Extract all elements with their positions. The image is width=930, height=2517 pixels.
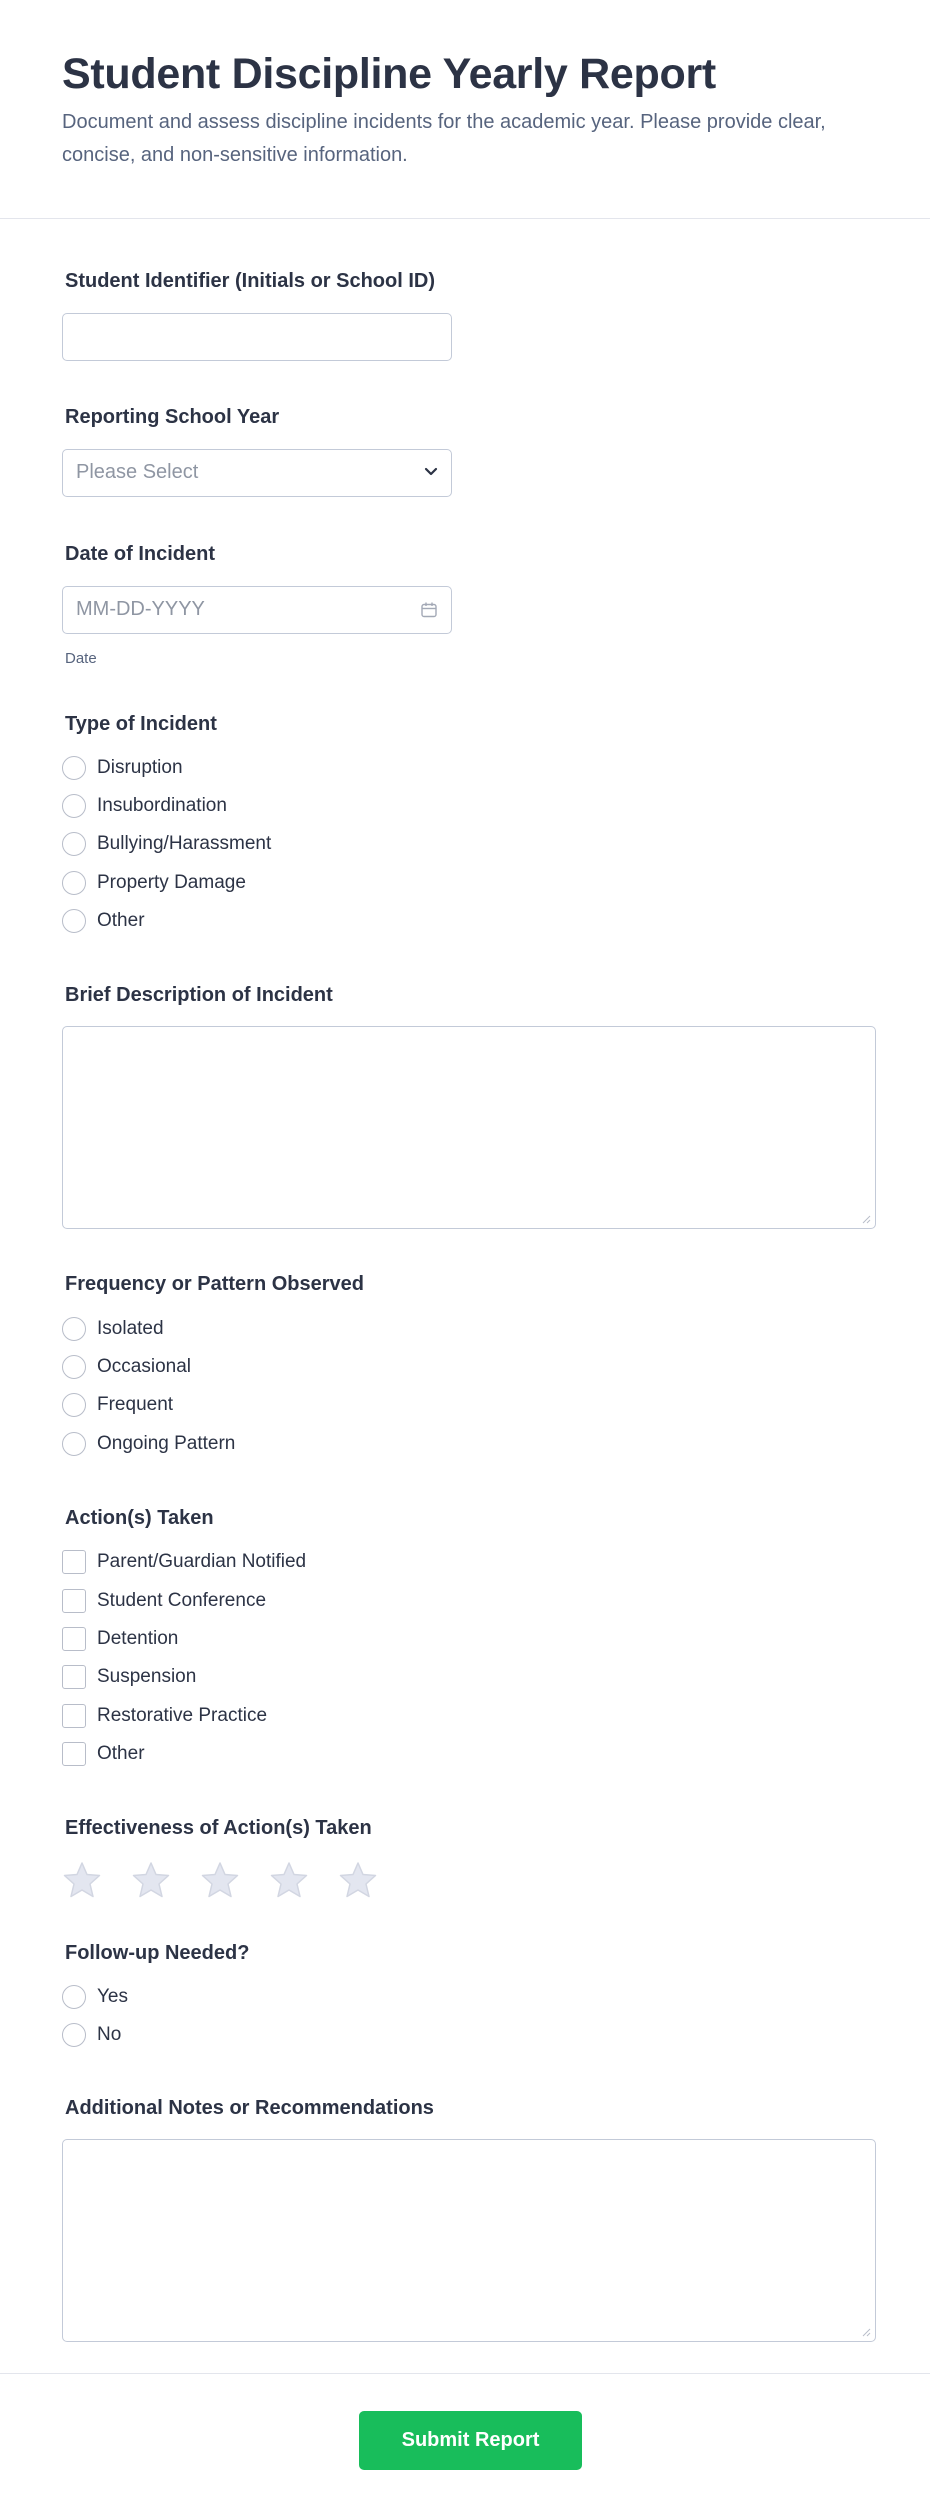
option-label: No [97,2024,122,2045]
option-label: Disruption [97,757,183,778]
actions-option[interactable] [62,1626,178,1652]
description-textarea[interactable] [62,1026,876,1229]
radio-button[interactable] [62,1317,86,1341]
star-icon[interactable] [62,1860,102,1900]
option-label: Other [97,1743,145,1764]
checkbox[interactable] [62,1704,86,1728]
radio-button[interactable] [62,909,86,933]
incident-type-option[interactable] [62,755,183,781]
page-title: Student Discipline Yearly Report [62,50,716,98]
option-label: Restorative Practice [97,1705,268,1726]
checkbox[interactable] [62,1589,86,1613]
follow-up-label-wrap [65,1942,249,1965]
checkbox[interactable] [62,1550,86,1574]
radio-button[interactable] [62,1355,86,1379]
incident-type-option[interactable] [62,908,145,934]
incident-type-option[interactable] [62,793,227,819]
footer-divider [0,2373,930,2374]
frequency-option[interactable] [62,1354,191,1380]
radio-button[interactable] [62,1432,86,1456]
option-label: Yes [97,1986,128,2007]
radio-button[interactable] [62,832,86,856]
checkbox[interactable] [62,1742,86,1766]
radio-button[interactable] [62,871,86,895]
star-icon[interactable] [131,1860,171,1900]
actions-label: Action(s) Taken [65,1507,214,1529]
star-rating[interactable] [62,1860,407,1900]
incident-type-label: Type of Incident [65,713,217,735]
radio-button[interactable] [62,794,86,818]
notes-label: Additional Notes or Recommendations [65,2097,434,2119]
frequency-label: Frequency or Pattern Observed [65,1273,364,1295]
effectiveness-label: Effectiveness of Action(s) Taken [65,1817,372,1839]
radio-button[interactable] [62,1393,86,1417]
school-year-placeholder: Please Select [76,461,199,483]
option-label: Other [97,910,145,931]
radio-button[interactable] [62,1985,86,2009]
option-label: Suspension [97,1666,197,1687]
page-subtitle: Document and assess discipline incidents for the academic year. Please provide clear, concise, and non-sensitive information. [62,111,826,166]
radio-button[interactable] [62,756,86,780]
notes-textarea[interactable] [62,2139,876,2342]
incident-date-input[interactable] [62,586,452,634]
follow-up-label: Follow-up Needed? [65,1942,250,1964]
notes-label-wrap [65,2097,434,2120]
resize-handle-icon[interactable] [861,1214,871,1224]
form-header [0,0,930,219]
actions-option[interactable] [62,1741,145,1767]
school-year-label: Reporting School Year [65,406,280,428]
description-label-wrap [65,984,333,1007]
option-label: Ongoing Pattern [97,1433,236,1454]
option-label: Property Damage [97,872,246,893]
actions-option[interactable] [62,1588,266,1614]
frequency-option[interactable] [62,1431,235,1457]
school-year-label-wrap [65,406,279,429]
checkbox[interactable] [62,1665,86,1689]
incident-date-placeholder: MM-DD-YYYY [76,598,205,620]
effectiveness-label-wrap [65,1817,372,1840]
actions-option[interactable] [62,1549,306,1575]
actions-option[interactable] [62,1703,267,1729]
incident-type-label-wrap [65,713,217,736]
student-id-label: Student Identifier (Initials or School ID) [65,270,436,292]
calendar-icon[interactable] [420,601,438,619]
option-label: Student Conference [97,1590,267,1611]
incident-date-label: Date of Incident [65,543,216,565]
checkbox[interactable] [62,1627,86,1651]
school-year-select[interactable] [62,449,452,497]
option-label: Occasional [97,1356,191,1377]
star-icon[interactable] [269,1860,309,1900]
star-icon[interactable] [338,1860,378,1900]
chevron-down-icon [424,467,438,477]
actions-label-wrap [65,1507,214,1530]
option-label: Frequent [97,1394,174,1415]
incident-date-label-wrap [65,543,215,566]
frequency-option[interactable] [62,1392,173,1418]
actions-option[interactable] [62,1664,196,1690]
follow-up-option[interactable] [62,1984,128,2010]
option-label: Bullying/Harassment [97,833,272,854]
option-label: Detention [97,1628,179,1649]
frequency-label-wrap [65,1273,364,1296]
incident-type-option[interactable] [62,831,271,857]
student-id-label-wrap [65,270,435,293]
follow-up-option[interactable] [62,2022,121,2048]
frequency-option[interactable] [62,1316,164,1342]
submit-button[interactable]: Submit Report [359,2411,582,2470]
incident-type-option[interactable] [62,870,246,896]
radio-button[interactable] [62,2023,86,2047]
option-label: Isolated [97,1318,164,1339]
student-id-input[interactable] [62,313,452,361]
option-label: Insubordination [97,795,227,816]
description-label: Brief Description of Incident [65,984,333,1006]
resize-handle-icon[interactable] [861,2327,871,2337]
incident-date-sublabel: Date [65,650,97,667]
option-label: Parent/Guardian Notified [97,1551,307,1572]
star-icon[interactable] [200,1860,240,1900]
